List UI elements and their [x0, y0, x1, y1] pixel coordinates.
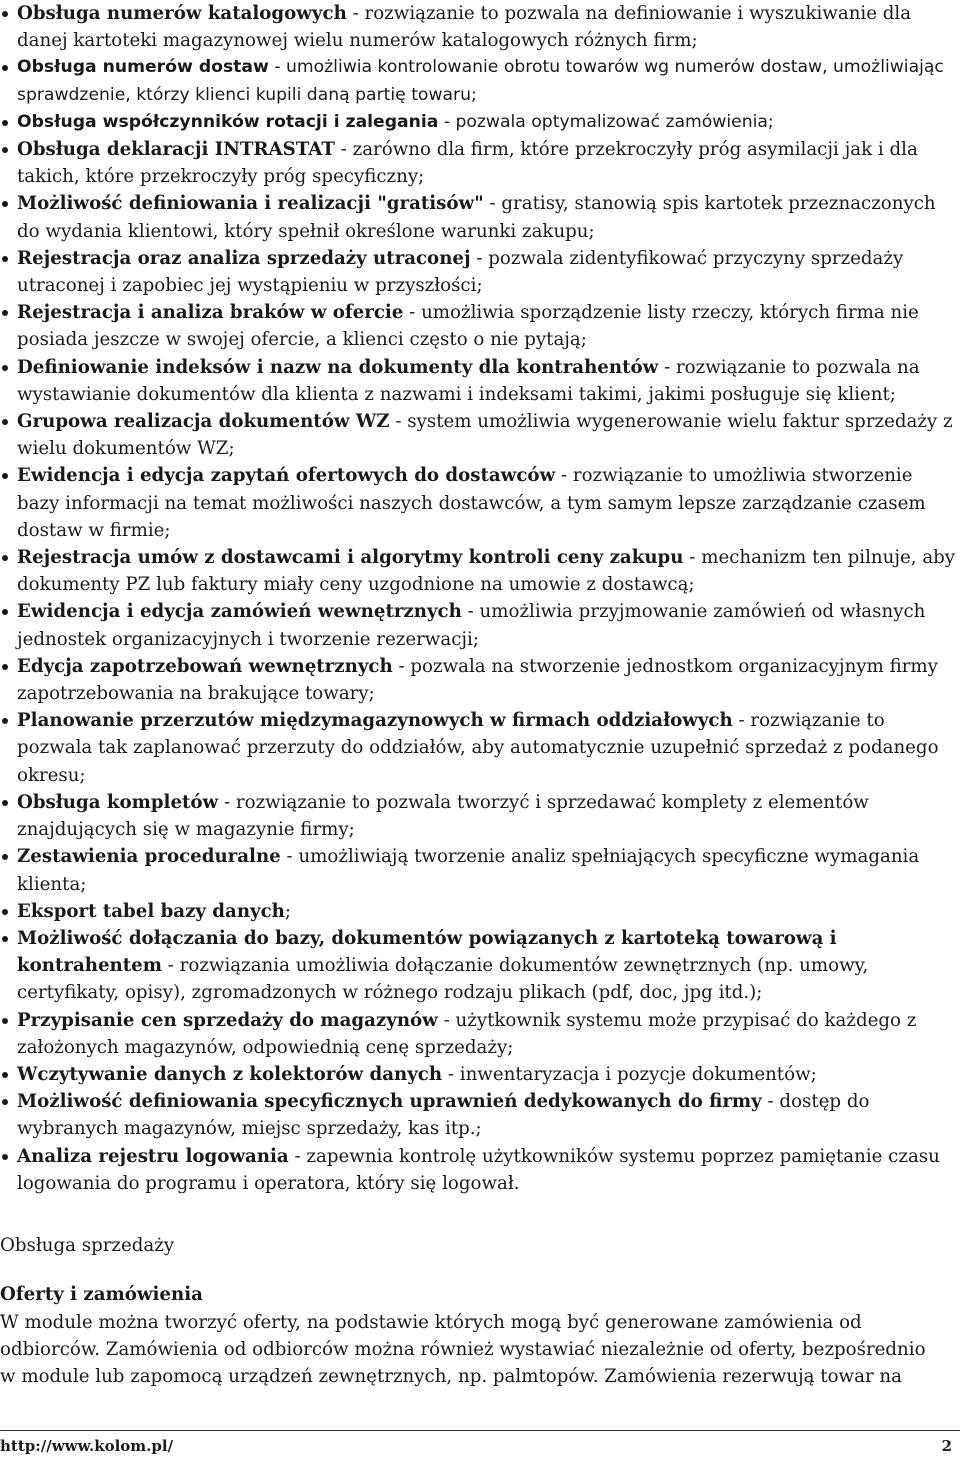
feature-description: - zarówno dla firm, które przekroczyły próg asymilacji jak i dla takich, które przekroczyły próg specyficzny;: [17, 139, 918, 188]
feature-description: - inwentaryzacja i pozycje dokumentów;: [442, 1063, 817, 1085]
feature-title: Edycja zapotrzebowań wewnętrznych: [17, 655, 393, 677]
feature-description: ;: [284, 900, 292, 922]
feature-item: [17, 1061, 960, 1088]
bullet-icon: [2, 718, 8, 724]
bullet-icon: [2, 1018, 8, 1024]
feature-description: - rozwiązanie to pozwala tworzyć i sprzedawać komplety z elementów znajdujących się w magazynie firmy;: [17, 791, 869, 841]
feature-item: [17, 1088, 960, 1142]
bullet-icon: [2, 365, 8, 371]
feature-title: Eksport tabel bazy danych: [17, 900, 285, 922]
feature-description: - umożliwia sporządzenie listy rzeczy, których firma nie posiada jeszcze w swojej ofercie, a klienci często o nie pytają;: [17, 302, 919, 351]
feature-description: - pozwala zidentyfikować przyczyny sprzedaży utraconej i zapobiec jej wystąpieniu w przyszłości;: [17, 247, 904, 297]
page-footer: [0, 1429, 960, 1455]
feature-title: Obsługa numerów dostaw: [17, 57, 269, 78]
feature-title: Obsługa kompletów: [17, 791, 219, 813]
bullet-icon: [2, 800, 8, 806]
bullet-icon: [2, 120, 8, 126]
feature-item: [17, 190, 960, 244]
feature-title: Grupowa realizacja dokumentów WZ: [17, 411, 390, 433]
page-number: 2: [941, 1437, 952, 1455]
feature-item: [17, 707, 960, 789]
feature-item: [17, 299, 960, 353]
feature-title: Obsługa deklaracji INTRASTAT: [17, 139, 335, 161]
feature-item: [17, 245, 960, 299]
feature-item: [17, 789, 960, 843]
bullet-icon: [2, 609, 8, 615]
feature-description: - rozwiązanie to pozwala tak zaplanować przerzuty do oddziałów, aby automatycznie uzupełnić sprzedaż z podanego okresu;: [17, 710, 939, 786]
bullet-icon: [2, 1072, 8, 1078]
bullet-icon: [2, 65, 8, 71]
feature-title: Wczytywanie danych z kolektorów danych: [17, 1063, 443, 1085]
feature-title: Ewidencja i edycja zapytań ofertowych do dostawców: [17, 465, 556, 487]
feature-item: [17, 408, 960, 462]
bullet-icon: [2, 201, 8, 207]
feature-item: [17, 1143, 960, 1197]
feature-description: - rozwiązania umożliwia dołączanie dokumentów zewnętrznych (np. umowy, certyfikaty, opisy), zgromadzonych w różnego rodzaju plikach (pdf, doc, jpg itd.);: [17, 955, 869, 1004]
feature-description: - mechanizm ten pilnuje, aby dokumenty PZ lub faktury miały ceny uzgodnione na umowie z dostawcą;: [17, 547, 956, 596]
feature-item: [17, 598, 960, 652]
feature-item: [17, 653, 960, 707]
feature-description: - umożliwia kontrolowanie obrotu towarów wg numerów dostaw, umożliwiając sprawdzenie, którzy klienci kupili daną partię towaru;: [17, 57, 944, 105]
feature-description: - umożliwia przyjmowanie zamówień od własnych jednostek organizacyjnych i tworzenie rezerwacji;: [17, 601, 926, 650]
feature-description: - pozwala na stworzenie jednostkom organizacyjnym firmy zapotrzebowania na brakujące towary;: [17, 655, 938, 705]
bullet-icon: [2, 310, 8, 316]
feature-item: [17, 462, 960, 544]
feature-title: Obsługa numerów katalogowych: [17, 3, 347, 24]
feature-description: - system umożliwia wygenerowanie wielu faktur sprzedaży z wielu dokumentów WZ;: [17, 411, 953, 460]
bullet-icon: [2, 473, 8, 479]
feature-title: Obsługa współczynników rotacji i zalegania: [17, 111, 439, 132]
feature-title: Możliwość definiowania i realizacji "gratisów": [17, 193, 484, 215]
feature-title: Planowanie przerzutów międzymagazynowych w firmach oddziałowych: [17, 710, 733, 732]
body-paragraph: W module można tworzyć oferty, na podstawie których mogą być generowane zamówienia od odbiorców. Zamówienia od odbiorców można również wystawiać niezależnie od oferty, bezpośrednio w module lub zapomocą urządzeń zewnętrznych, np. palmtopów. Zamówienia rezerwują towar na: [0, 1312, 926, 1388]
bullet-icon: [2, 664, 8, 670]
feature-description: - rozwiązanie to pozwala na definiowanie i wyszukiwanie dla danej kartoteki magazynowej wielu numerów katalogowych różnych firm;: [17, 3, 912, 52]
bullet-icon: [2, 854, 8, 860]
bullet-icon: [2, 936, 8, 942]
feature-title: Ewidencja i edycja zamówień wewnętrznych: [17, 601, 462, 623]
feature-description: - dostęp do wybranych magazynów, miejsc sprzedaży, kas itp.;: [17, 1091, 870, 1140]
feature-item: [17, 898, 960, 925]
footer-divider: [0, 1430, 960, 1431]
feature-title: Definiowanie indeksów i nazw na dokumenty dla kontrahentów: [17, 356, 659, 378]
feature-title: Rejestracja oraz analiza sprzedaży utraconej: [17, 247, 471, 269]
feature-title: Przypisanie cen sprzedaży do magazynów: [17, 1009, 438, 1031]
feature-description: - rozwiązanie to pozwala na wystawianie dokumentów dla klienta z nazwami i indeksami takimi, jakimi posługuje się klient;: [17, 356, 920, 405]
feature-title: Możliwość dołączania do bazy, dokumentów powiązanych z kartoteką towarową i kontrahentem: [17, 927, 837, 977]
bullet-icon: [2, 11, 8, 17]
feature-title: Możliwość definiowania specyficznych uprawnień dedykowanych do firmy: [17, 1091, 762, 1113]
feature-item: [17, 0, 960, 54]
bullet-icon: [2, 419, 8, 425]
bullet-icon: [2, 1154, 8, 1160]
feature-description: - rozwiązanie to umożliwia stworzenie bazy informacji na temat możliwości naszych dostawców, a tym samym lepsze zarządzanie czasem dostaw w firmie;: [17, 465, 926, 541]
bullet-icon: [2, 909, 8, 915]
feature-item: [17, 354, 960, 408]
feature-description: - użytkownik systemu może przypisać do każdego z założonych magazynów, odpowiednią cenę sprzedaży;: [17, 1009, 917, 1058]
bullet-icon: [2, 256, 8, 262]
feature-description: - pozwala optymalizować zamówienia;: [438, 111, 774, 132]
section-heading: Obsługa sprzedaży: [0, 1235, 175, 1256]
feature-item: [17, 544, 960, 598]
subsection-heading: Oferty i zamówienia: [0, 1284, 203, 1305]
feature-description: - zapewnia kontrolę użytkowników systemu poprzez pamiętanie czasu logowania do programu i operatora, który się logował.: [17, 1145, 940, 1194]
feature-title: Analiza rejestru logowania: [17, 1145, 289, 1167]
feature-description: - umożliwiają tworzenie analiz spełniających specyficzne wymagania klienta;: [17, 846, 920, 895]
bullet-icon: [2, 555, 8, 561]
feature-item: [17, 109, 960, 136]
feature-title: Zestawienia proceduralne: [17, 846, 281, 868]
feature-title: Rejestracja umów z dostawcami i algorytmy kontroli ceny zakupu: [17, 547, 684, 569]
feature-title: Rejestracja i analiza braków w ofercie: [17, 302, 404, 324]
feature-description: - gratisy, stanowią spis kartotek przeznaczonych do wydania klientowi, który spełnił określone warunki zakupu;: [17, 193, 936, 242]
feature-item: [17, 1007, 960, 1061]
feature-item: [17, 54, 960, 108]
feature-item: [17, 925, 960, 1007]
bullet-icon: [2, 1099, 8, 1105]
bullet-icon: [2, 147, 8, 153]
footer-link[interactable]: http://www.kolom.pl/: [0, 1437, 174, 1455]
feature-item: [17, 136, 960, 190]
feature-item: [17, 843, 960, 897]
